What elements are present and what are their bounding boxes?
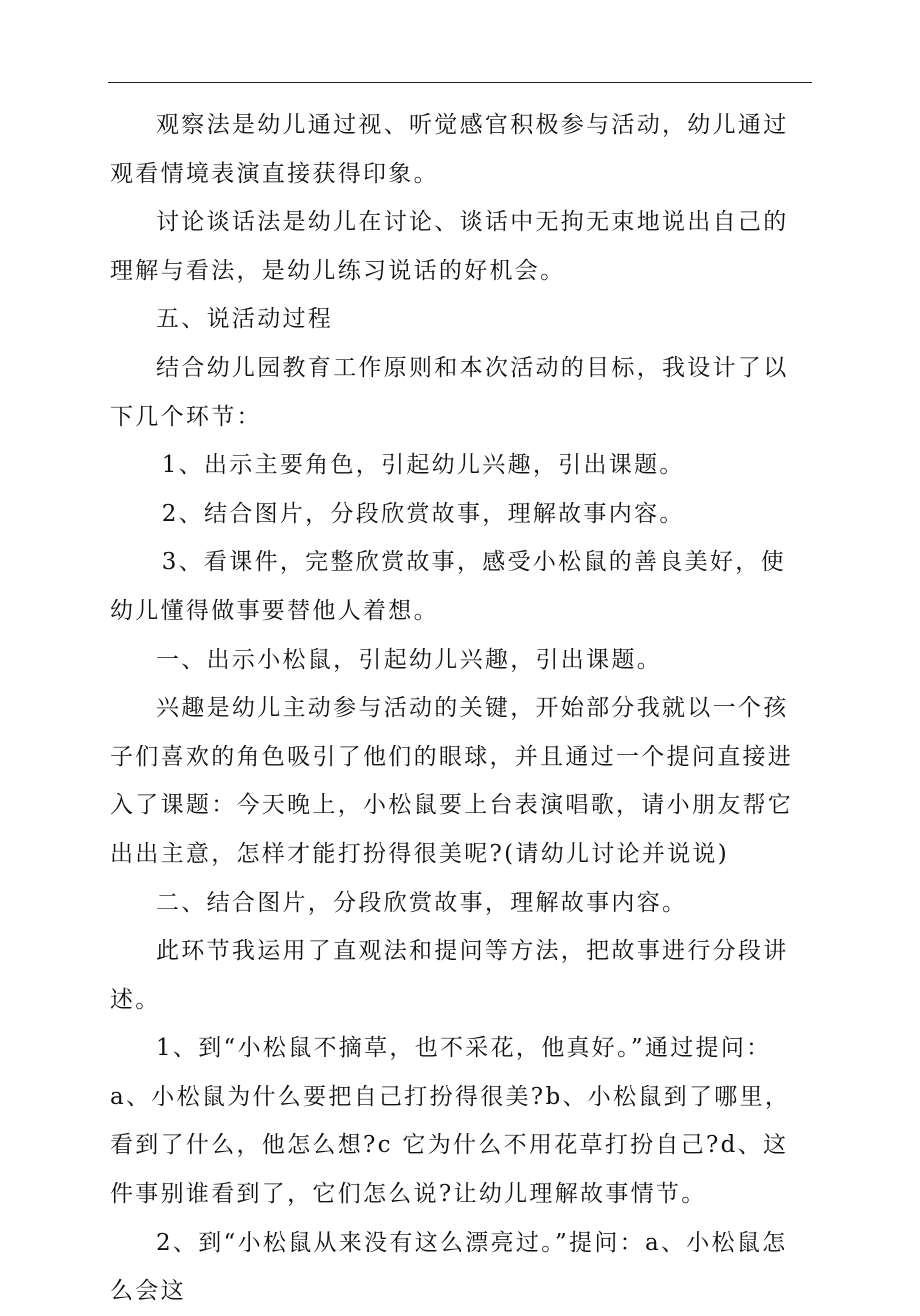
paragraph-segment-2: 2、到“小松鼠从来没有这么漂亮过。”提问：a、小松鼠怎么会这 xyxy=(110,1229,788,1305)
paragraph-activity-intro: 结合幼儿园教育工作原则和本次活动的目标，我设计了以下几个环节： xyxy=(110,354,789,430)
list-item-step-1: 1、出示主要角色，引起幼儿兴趣，引出课题。 xyxy=(161,452,685,479)
paragraph-discussion-method: 讨论谈话法是幼儿在讨论、谈话中无拘无束地说出自己的理解与看法，是幼儿练习说话的好机会。 xyxy=(110,209,789,284)
section-heading-activity-process: 五、说活动过程 xyxy=(156,306,334,333)
paragraph-interest: 兴趣是幼儿主动参与活动的关键，开始部分我就以一个孩子们喜欢的角色吸引了他们的眼球，并且通过一个提问直接进入了课题：今天晚上，小松鼠要上台表演唱歌，请小朋友帮它出出主意，怎样才能打扮得很美呢?(请幼儿讨论并说说) xyxy=(110,695,794,867)
paragraph-method-segment: 此环节我运用了直观法和提问等方法，把故事进行分段讲述。 xyxy=(110,938,789,1013)
subheading-show-squirrel: 一、出示小松鼠，引起幼儿兴趣，引出课题。 xyxy=(156,646,662,673)
header-rule xyxy=(108,82,812,83)
document-body xyxy=(110,101,810,1316)
paragraph-segment-1: 1、到“小松鼠不摘草，也不采花，他真好。”通过提问：a、小松鼠为什么要把自己打扮得很美?b、小松鼠到了哪里，看到了什么，他怎么想?c 它为什么不用花草打扮自己?d、这件事别谁看到了，它们怎么说?让幼儿理解故事情节。 xyxy=(110,1035,791,1208)
paragraph-observation-method: 观察法是幼儿通过视、听觉感官积极参与活动，幼儿通过观看情境表演直接获得印象。 xyxy=(110,112,789,187)
subheading-pictures-story: 二、结合图片，分段欣赏故事，理解故事内容。 xyxy=(156,889,688,916)
list-item-step-3: 3、看课件，完整欣赏故事，感受小松鼠的善良美好，使幼儿懂得做事要替他人着想。 xyxy=(110,549,786,624)
list-item-step-2: 2、结合图片，分段欣赏故事，理解故事内容。 xyxy=(161,500,685,527)
